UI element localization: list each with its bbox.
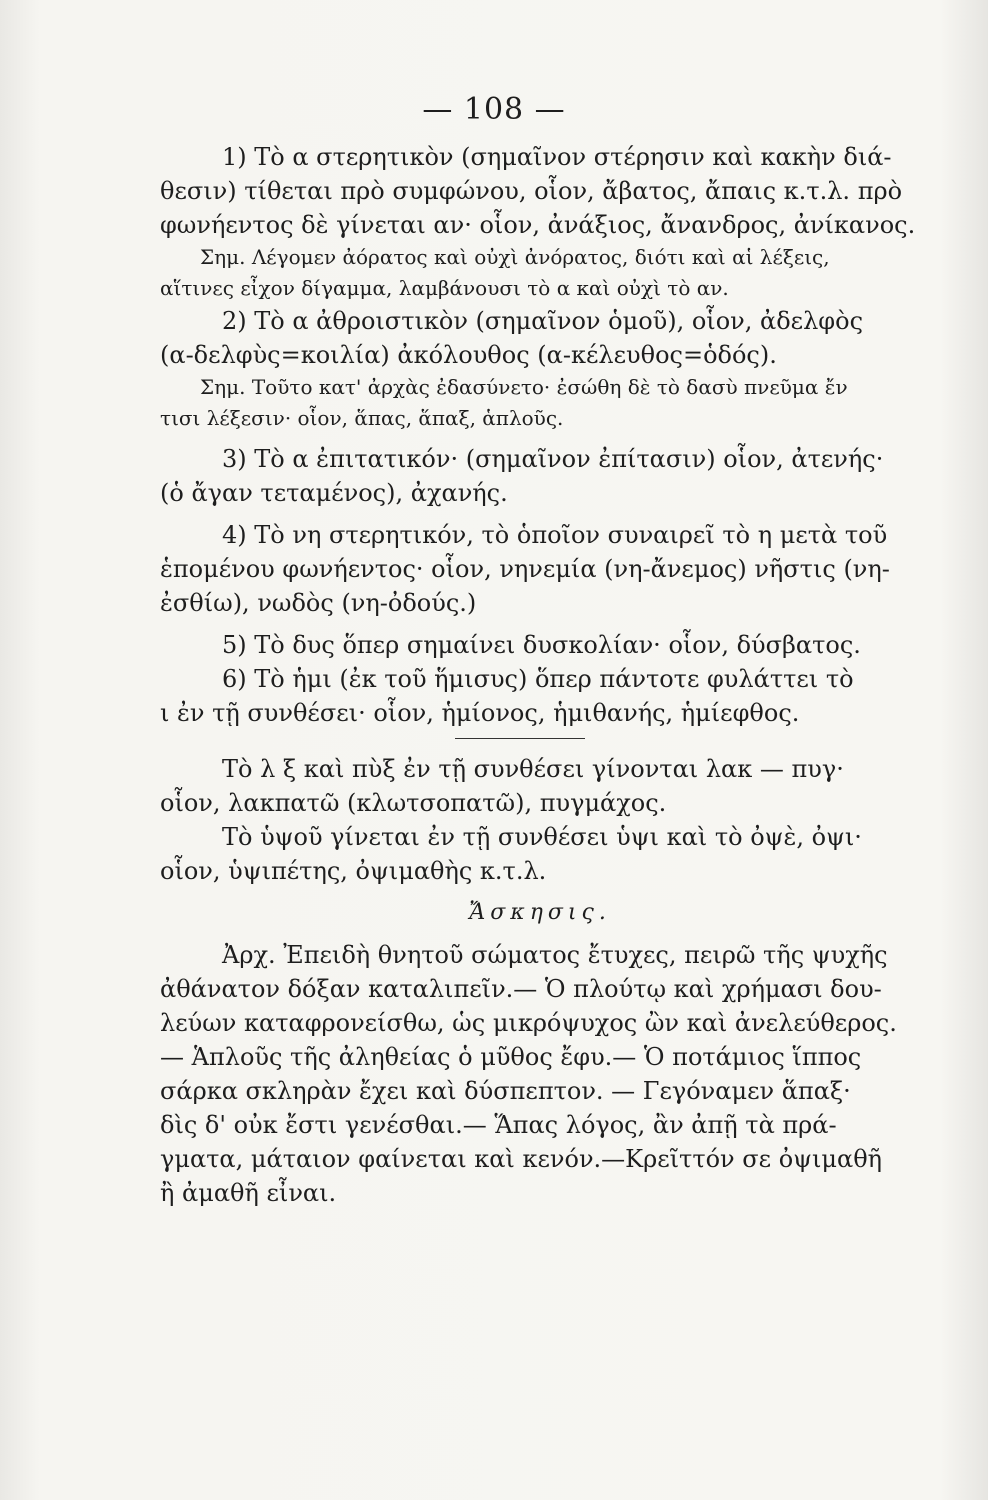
text-line: ἐσθίω), νωδὸς (νη-ὀδούς.) [160, 589, 477, 617]
body-text [160, 140, 920, 1210]
text-line: 4) Τὸ νη στερητικόν, τὸ ὁποῖον συναιρεῖ τὸ η μετὰ τοῦ [222, 521, 888, 549]
exercise-line: λεύων καταφρονείσθω, ὡς μικρόψυχος ὢν καὶ ἀνελεύθερος. [160, 1009, 897, 1037]
text-line: ἑπομένου φωνήεντος· οἷον, νηνεμία (νη-ἄνεμος) νῆστις (νη- [160, 555, 890, 583]
text-line: Τὸ λ ξ καὶ πὺξ ἐν τῇ συνθέσει γίνονται λακ — πυγ· [222, 755, 844, 783]
section-divider [160, 730, 920, 752]
note-line: Σημ. Λέγομεν ἀόρατος καὶ οὐχὶ ἀνόρατος, διότι καὶ αἱ λέξεις, [200, 245, 830, 269]
exercise-line: σάρκα σκληρὰν ἔχει καὶ δύσπεπτον. — Γεγόναμεν ἅπαξ· [160, 1077, 851, 1105]
text-line: 3) Τὸ α ἐπιτατικόν· (σημαῖνον ἐπίτασιν) οἷον, ἀτενής· [222, 445, 884, 473]
note-line: Σημ. Τοῦτο κατ' ἀρχὰς ἐδασύνετο· ἐσώθη δὲ τὸ δασὺ πνεῦμα ἔν [200, 375, 848, 399]
text-line: 2) Τὸ α ἀθροιστικὸν (σημαῖνον ὁμοῦ), οἷον, ἀδελφὸς [222, 307, 864, 335]
exercise-line: Ἀρχ. Ἐπειδὴ θνητοῦ σώματος ἔτυχες, πειρῶ τῆς ψυχῆς [222, 941, 888, 969]
exercise-line: ἀθάνατον δόξαν καταλιπεῖν.— Ὁ πλούτῳ καὶ χρήμασι δου- [160, 975, 882, 1003]
text-line: 1) Τὸ α στερητικὸν (σημαῖνον στέρησιν καὶ κακὴν διά- [222, 143, 892, 171]
text-line: οἷον, λακπατῶ (κλωτσοπατῶ), πυγμάχος. [160, 789, 667, 817]
text-line: οἷον, ὑψιπέτης, ὀψιμαθὴς κ.τ.λ. [160, 857, 547, 885]
exercise-line: — Ἁπλοῦς τῆς ἀληθείας ὁ μῦθος ἔφυ.— Ὁ ποτάμιος ἵππος [160, 1043, 862, 1071]
page-number: — 108 — [422, 92, 566, 127]
text-line: θεσιν) τίθεται πρὸ συμφώνου, οἷον, ἄβατος, ἄπαις κ.τ.λ. πρὸ [160, 177, 903, 205]
exercise-line: δὶς δ' οὐκ ἔστι γενέσθαι.— Ἅπας λόγος, ἂν ἀπῇ τὰ πρά- [160, 1111, 837, 1139]
text-line: (α-δελφὺς=κοιλία) ἀκόλουθος (α-κέλευθος=ὁδός). [160, 341, 777, 369]
text-line: ι ἐν τῇ συνθέσει· οἷον, ἡμίονος, ἡμιθανής, ἡμίεφθος. [160, 699, 800, 727]
exercise-line: γματα, μάταιον φαίνεται καὶ κενόν.—Κρεῖττόν σε ὀψιμαθῆ [160, 1145, 883, 1173]
text-line: Τὸ ὑψοῦ γίνεται ἐν τῇ συνθέσει ὑψι καὶ τὸ ὀψὲ, ὀψι· [222, 823, 862, 851]
text-line: φωνήεντος δὲ γίνεται αν· οἷον, ἀνάξιος, ἄνανδρος, ἀνίκανος. [160, 211, 916, 239]
text-line: (ὁ ἄγαν τεταμένος), ἀχανής. [160, 479, 508, 507]
text-line: 5) Τὸ δυς ὅπερ σημαίνει δυσκολίαν· οἷον, δύσβατος. [222, 631, 861, 659]
note-line: τισι λέξεσιν· οἷον, ἅπας, ἅπαξ, ἁπλοῦς. [160, 406, 564, 430]
exercise-line: ἢ ἀμαθῆ εἶναι. [160, 1179, 337, 1207]
text-line: 6) Τὸ ἡμι (ἐκ τοῦ ἥμισυς) ὅπερ πάντοτε φυλάττει τὸ [222, 665, 854, 693]
exercise-title: Ἄσκησις. [469, 900, 611, 925]
note-line: αἵτινες εἶχον δίγαμμα, λαμβάνουσι τὸ α καὶ οὐχὶ τὸ αν. [160, 276, 729, 300]
